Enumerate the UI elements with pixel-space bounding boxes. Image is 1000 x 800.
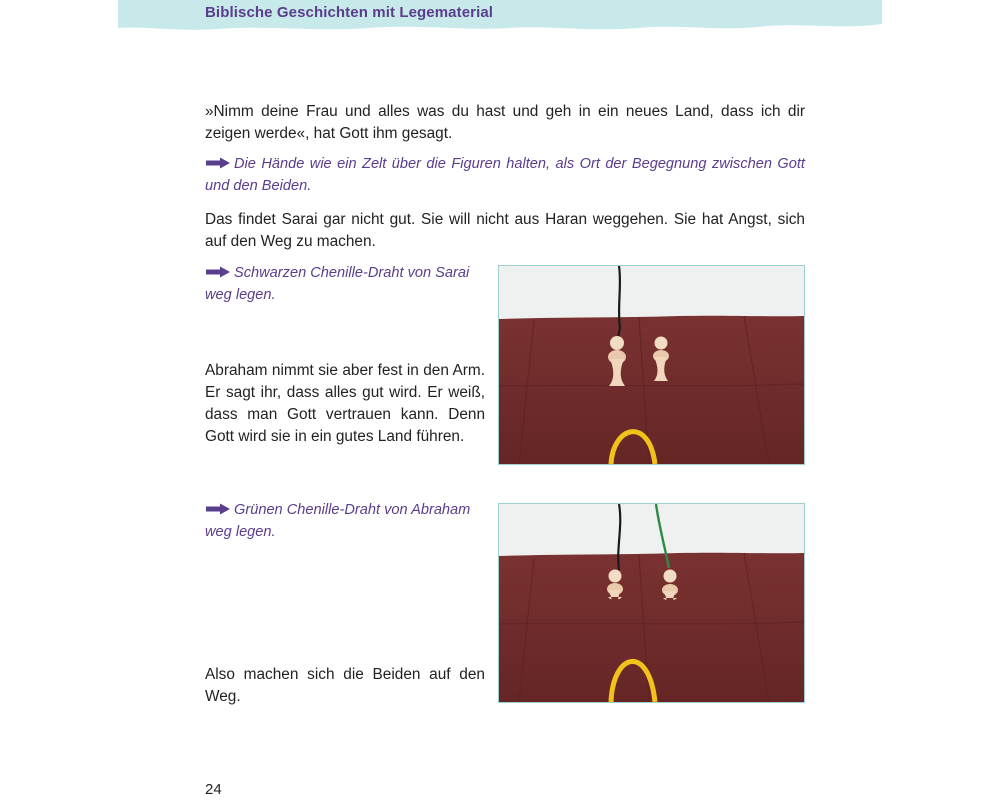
instruction-1 <box>205 153 805 197</box>
header-title: Biblische Geschichten mit Legematerial <box>205 4 494 21</box>
photo-1-image <box>499 266 804 464</box>
instruction-3 <box>205 499 490 543</box>
arrow-icon <box>205 503 231 515</box>
paragraph-1: »Nimm deine Frau und alles was du hast und geh in ein neues Land, dass ich dir zeigen werde«, hat Gott ihm gesagt. <box>205 103 805 142</box>
photo-figures-green-wire <box>498 503 805 703</box>
instruction-2 <box>205 262 490 306</box>
paragraph-4: Also machen sich die Beiden auf den Weg. <box>205 666 485 705</box>
instruction-3-text: Grünen Chenille-Draht von Abraham weg legen. <box>205 502 471 540</box>
photo-2-image <box>499 504 804 702</box>
paragraph-2: Das findet Sarai gar nicht gut. Sie will nicht aus Haran weggehen. Sie hat Angst, sich auf den Weg zu machen. <box>205 211 805 250</box>
paragraph-3: Abraham nimmt sie aber fest in den Arm. Er sagt ihr, dass alles gut wird. Er weiß, dass man Gott vertrauen kann. Denn Gott wird sie in ein gutes Land führen. <box>205 362 485 445</box>
photo-figures-black-wire <box>498 265 805 465</box>
arrow-icon <box>205 157 231 169</box>
page-number: 24 <box>205 781 222 798</box>
instruction-1-text: Die Hände wie ein Zelt über die Figuren halten, als Ort der Begegnung zwischen Gott und den Beiden. <box>205 156 805 194</box>
arrow-icon <box>205 266 231 278</box>
instruction-2-text: Schwarzen Chenille-Draht von Sarai weg legen. <box>205 265 470 303</box>
